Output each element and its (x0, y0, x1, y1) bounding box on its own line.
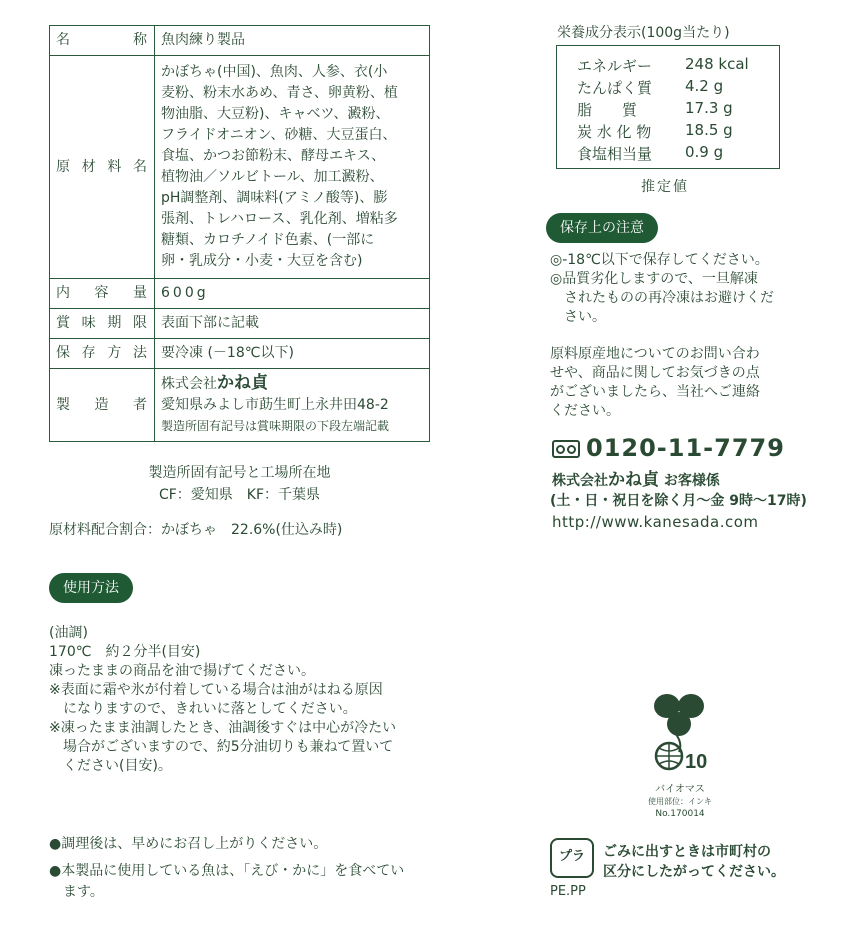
nutrition-row: 脂 質 17.3 g (577, 99, 733, 119)
recycle-text (603, 842, 785, 882)
recycle-line-2: 区分にしたがってください。 (603, 864, 785, 880)
factory-info (49, 462, 430, 506)
usage-line: 凍ったままの商品を油で揚げてください。 (49, 663, 315, 679)
maker-address: 愛知県みよし市莇生町上永井田48-2 (161, 397, 389, 413)
spec-row-maker (50, 369, 430, 442)
free-dial-icon (552, 440, 580, 458)
contact-brand-logo: かね貞 (608, 470, 659, 490)
contact-company (552, 465, 720, 490)
usage-line: ※凍ったまま油調したとき、油調後すぐは中心が冷たい (49, 720, 397, 736)
spec-row-content (50, 279, 430, 309)
content-value: 600g (155, 279, 430, 309)
nutrition-estimate: 推定値 (641, 179, 689, 195)
content-label: 内容量 (50, 279, 155, 309)
biomass-text (640, 784, 720, 820)
spec-row-ingredients (50, 56, 430, 279)
usage-line: 170℃ 約２分半(目安) (49, 644, 201, 660)
biomass-sub: 使用部位：インキ (648, 797, 712, 806)
storage-note-line: ◎品質劣化しますので、一旦解凍 (550, 271, 758, 287)
contact-hours: (土・日・祝日を除く月～金 9時～17時) (550, 493, 807, 509)
maker-brand-logo: かね貞 (217, 373, 268, 393)
storage-label: 保存方法 (50, 339, 155, 369)
storage-notes (550, 251, 774, 327)
storage-note-line: さい。 (550, 309, 606, 325)
usage-line: 場合がございますので、約5分油切りも兼ねて置いて (49, 739, 394, 755)
inquiry-line: ください。 (550, 403, 620, 419)
best-before-label: 賞味期限 (50, 309, 155, 339)
maker-company-prefix: 株式会社 (161, 376, 217, 392)
nutrition-title: 栄養成分表示(100g当たり) (557, 25, 730, 41)
factory-line-1: 製造所固有記号と工場所在地 (148, 465, 331, 481)
plastic-recycle-icon: プラ (550, 838, 594, 878)
usage-notes (49, 834, 489, 903)
usage-note: ●本製品に使用している魚は、「えび・かに」を食べてい (49, 863, 405, 879)
ingredients-label: 原材料名 (50, 56, 155, 279)
biomass-mark (645, 688, 715, 788)
biomass-number: 10 (685, 751, 708, 773)
biomass-label: バイオマス (655, 784, 705, 795)
usage-header: 使用方法 (49, 573, 133, 603)
storage-note-line: されたものの再冷凍はお避けくだ (550, 290, 774, 306)
spec-row-storage (50, 339, 430, 369)
factory-line-2: CF：愛知県 KF：千葉県 (158, 487, 321, 503)
storage-notes-header: 保存上の注意 (546, 213, 658, 243)
usage-line: ※表面に霜や氷が付着している場合は油がはねる原因 (49, 682, 383, 698)
ratio-text: 原材料配合割合：かぼちゃ 22.6%(仕込み時) (49, 522, 343, 538)
maker-value (155, 369, 430, 442)
spec-table (49, 25, 430, 442)
name-value: 魚肉練り製品 (155, 26, 430, 56)
contact-url: http://www.kanesada.com (552, 513, 759, 531)
usage-line: (油調) (49, 625, 88, 641)
nutrition-row: エネルギー 248 kcal (577, 55, 749, 75)
nutrition-row: 炭 水 化 物 18.5 g (577, 121, 733, 141)
best-before-value: 表面下部に記載 (155, 309, 430, 339)
clover-icon (645, 688, 715, 788)
usage-line: ください(目安)。 (49, 758, 172, 774)
inquiry-line: 原料原産地についてのお問い合わ (550, 346, 760, 362)
name-label: 名称 (50, 26, 155, 56)
maker-label: 製造者 (50, 369, 155, 442)
nutrition-row: 食塩相当量 0.9 g (577, 143, 724, 163)
storage-value: 要冷凍 (－18℃以下) (155, 339, 430, 369)
maker-note: 製造所固有記号は賞味期限の下段左端記載 (161, 419, 390, 433)
spec-row-name (50, 26, 430, 56)
contact-company-prefix: 株式会社 (552, 473, 608, 489)
usage-note: ます。 (49, 884, 104, 900)
usage-line: になりますので、きれいに落としてください。 (49, 701, 357, 717)
inquiry-line: せや、商品に関してお気づきの点 (550, 365, 760, 381)
inquiry-line: がございましたら、当社へご連絡 (550, 384, 760, 400)
ingredients-value: かぼちゃ(中国)、魚肉、人参、衣(小 麦粉、粉末水あめ、青さ、卵黄粉、植 物油脂、大豆粉)、キャベツ、澱粉、 フライドオニオン、砂糖、大豆蛋白、 食塩、かつお節粉末、酵母エキス、 植物油／ソルビトール、加工澱粉、 pH調整剤、調味料(アミノ酸等)、膨 張剤、トレハロース、乳化剤、増粘多 糖類、カロチノイド色素、(一部に 卵・乳成分・小麦・大豆を含む) (155, 56, 430, 279)
phone-number: 0120-11-7779 (586, 434, 785, 462)
recycle-material: PE.PP (550, 884, 586, 899)
nutrition-table (556, 45, 780, 169)
inquiry-text (550, 345, 760, 421)
usage-instructions (49, 624, 489, 776)
contact-department: お客様係 (663, 473, 720, 489)
spec-row-best-before (50, 309, 430, 339)
recycle-line-1: ごみに出すときは市町村の (603, 844, 771, 860)
contact-phone (552, 434, 785, 462)
biomass-no: No.170014 (655, 809, 705, 819)
storage-note-line: ◎-18℃以下で保存してください。 (550, 252, 769, 268)
nutrition-row: たんぱく質 4.2 g (577, 77, 724, 97)
usage-note: ●調理後は、早めにお召し上がりください。 (49, 836, 328, 852)
